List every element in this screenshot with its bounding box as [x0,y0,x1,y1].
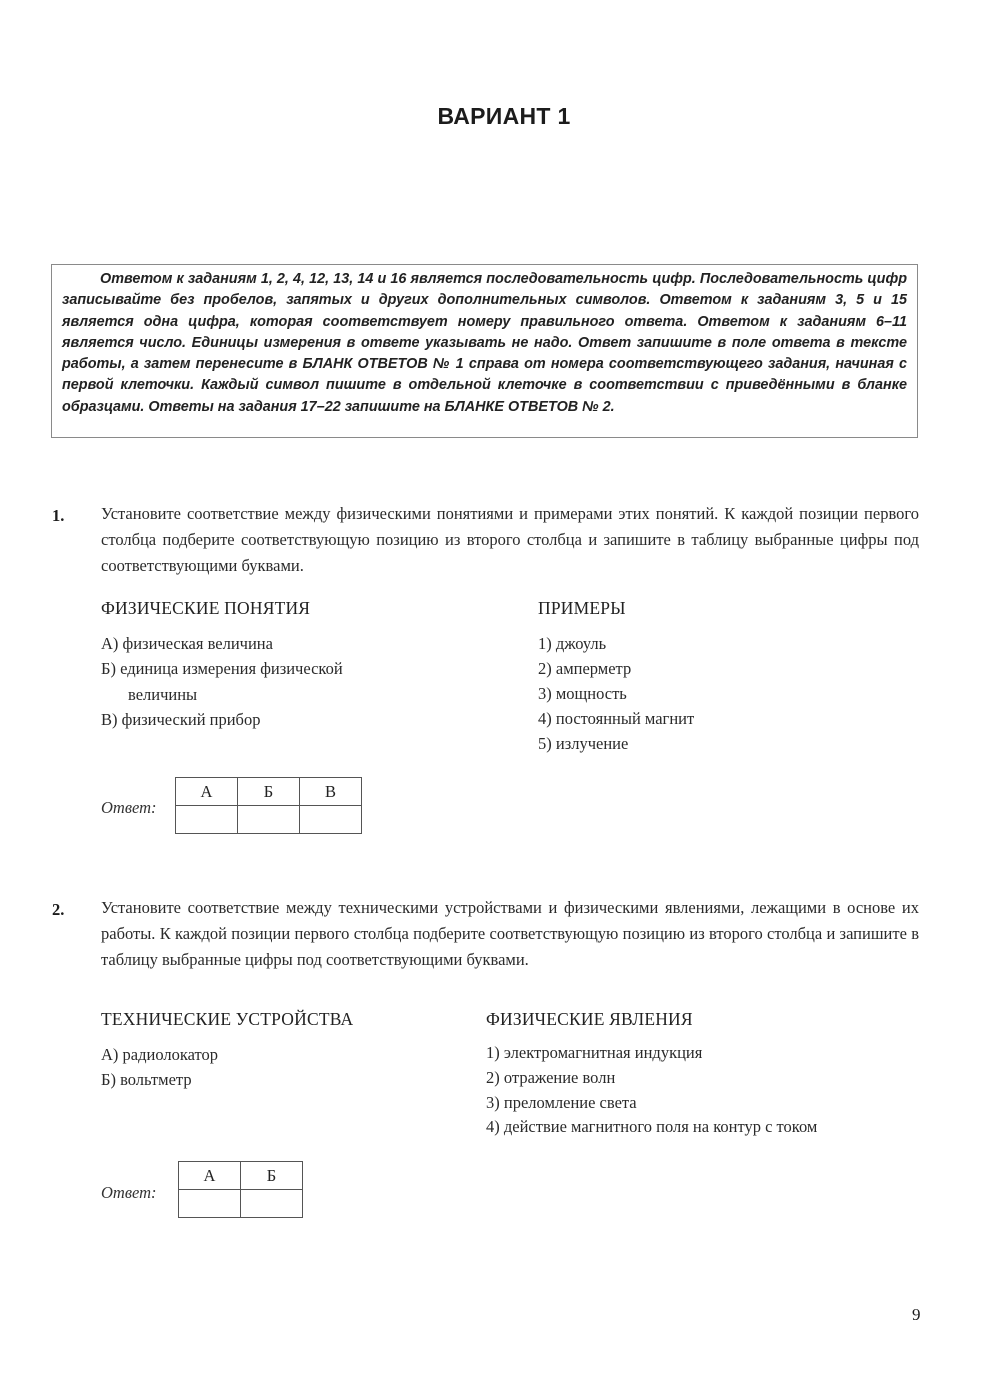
q1-answer-table [175,777,362,834]
q2-right-item: 4) действие магнитного поля на контур с током [486,1117,818,1136]
q1-left-item: В) физический прибор [101,710,261,729]
q1-right-heading: ПРИМЕРЫ [538,598,626,618]
q1-answer-label: Ответ: [101,798,157,817]
q1-left-item: А) физическая величина [101,634,273,653]
q1-left-item: величины [128,685,198,704]
q1-right-item: 3) мощность [538,684,627,703]
q1-answer-cell[interactable] [238,806,300,834]
instructions-box: Ответом к заданиям 1, 2, 4, 12, 13, 14 и 16 является последовательность цифр. Последовательность цифр записывайте без пробелов, запятых и других дополнительных символов. Ответом к заданиям 3, 5 и 15 является одна цифра, которая соответствует номеру правильного ответа. Ответом к заданиям 6–11 является число. Единицы измерения в ответе указывать не надо. Ответ запишите в поле ответа в тексте работы, а затем перенесите в БЛАНК ОТВЕТОВ № 1 справа от номера соответствующего задания, начиная с первой клеточки. Каждый символ пишите в отдельной клеточке в соответствии с приведёнными в бланке образцами. Ответы на задания 17–22 запишите на БЛАНКЕ ОТВЕТОВ № 2. [51,264,918,438]
q2-answer-cell[interactable] [179,1190,241,1218]
q1-left-item: Б) единица измерения физической [101,659,343,678]
q1-answer-col-header: В [300,778,362,806]
q1-right-item: 1) джоуль [538,634,607,653]
q2-answer-cell[interactable] [241,1190,303,1218]
q1-right-item: 5) излучение [538,734,629,753]
q2-left-item: А) радиолокатор [101,1045,219,1064]
q2-answer-col-header: Б [241,1162,303,1190]
q2-left-item: Б) вольтметр [101,1070,192,1089]
q1-text: Установите соответствие между физическими понятиями и примерами этих понятий. К каждой позиции первого столбца подберите соответствующую позицию из второго столбца и запишите в таблицу выбранные цифры под соответствующими буквами. [101,504,919,575]
q1-number: 1. [52,506,65,525]
q1-answer-cell[interactable] [300,806,362,834]
page-number: 9 [912,1305,921,1324]
q2-right-item: 1) электромагнитная индукция [486,1043,703,1062]
q1-answer-col-header: Б [238,778,300,806]
q2-right-item: 3) преломление света [486,1093,637,1112]
q1-right-item: 4) постоянный магнит [538,709,695,728]
q1-right-item: 2) амперметр [538,659,632,678]
variant-title: ВАРИАНТ 1 [437,103,571,129]
q2-right-item: 2) отражение волн [486,1068,616,1087]
q2-right-heading: ФИЗИЧЕСКИЕ ЯВЛЕНИЯ [486,1009,693,1029]
q2-number: 2. [52,900,65,919]
q1-answer-col-header: А [176,778,238,806]
q2-answer-table [178,1161,303,1218]
q2-left-heading: ТЕХНИЧЕСКИЕ УСТРОЙСТВА [101,1009,354,1029]
q1-answer-cell[interactable] [176,806,238,834]
q2-answer-col-header: А [179,1162,241,1190]
q1-left-heading: ФИЗИЧЕСКИЕ ПОНЯТИЯ [101,598,311,618]
q2-text: Установите соответствие между техническими устройствами и физическими явлениями, лежащими в основе их работы. К каждой позиции первого столбца подберите соответствующую позицию из второго столбца и запишите в таблицу выбранные цифры под соответствующими буквами. [101,898,919,969]
q2-answer-label: Ответ: [101,1183,157,1202]
